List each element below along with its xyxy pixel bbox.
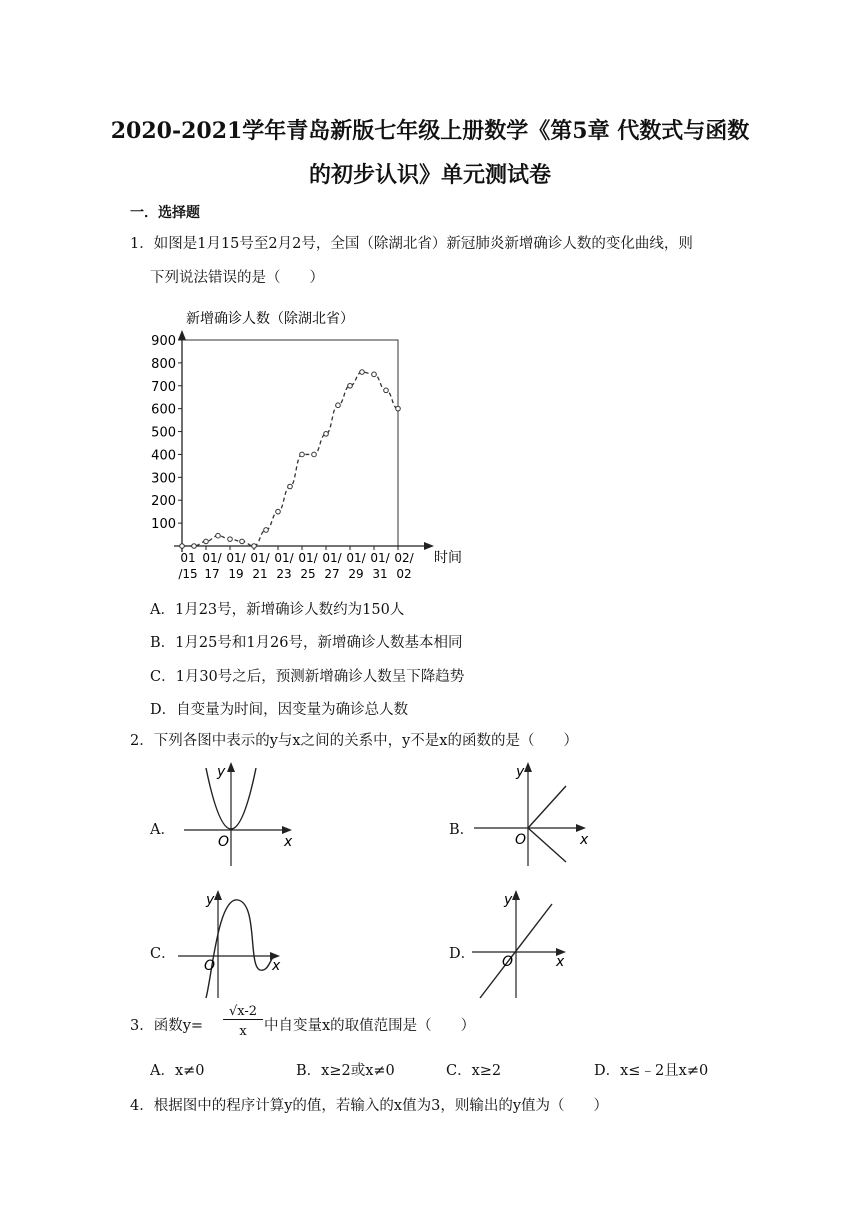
data-point bbox=[192, 544, 197, 549]
q2-option-b-label: B． bbox=[449, 822, 475, 838]
chart-title: 新增确诊人数（除湖北省） bbox=[186, 311, 354, 327]
q2-graph-d bbox=[470, 886, 585, 1001]
section-heading: 一．选择题 bbox=[130, 205, 200, 221]
x-tick-label-top: 01/ bbox=[298, 551, 318, 565]
q3-option-d: D．x≤﹣2且x≠0 bbox=[594, 1063, 709, 1079]
q2-option-d-label: D． bbox=[449, 946, 476, 962]
x-tick-label-bottom: 29 bbox=[348, 567, 364, 581]
x-tick-label-bottom: /15 bbox=[178, 567, 198, 581]
q2-option-a-label: A． bbox=[150, 822, 175, 838]
q2-graph-a bbox=[176, 760, 301, 870]
x-tick-label-bottom: 17 bbox=[204, 567, 220, 581]
data-point bbox=[204, 539, 209, 544]
data-point bbox=[312, 452, 317, 457]
q1-option-b: B．1月25号和1月26号，新增确诊人数基本相同 bbox=[150, 635, 463, 651]
axis-x-label-c: x bbox=[272, 958, 281, 974]
q2-graph-c bbox=[176, 886, 291, 1001]
x-tick-label-top: 01/ bbox=[322, 551, 342, 565]
y-tick-label: 600 bbox=[151, 402, 176, 418]
x-tick-label-top: 01/ bbox=[226, 551, 246, 565]
x-tick-label-top: 01/ bbox=[202, 551, 222, 565]
axis-origin-c: O bbox=[204, 958, 216, 974]
q3-fraction-denominator: x bbox=[239, 1024, 247, 1039]
x-tick-label-bottom: 23 bbox=[276, 567, 292, 581]
data-point bbox=[180, 544, 185, 549]
data-point bbox=[384, 388, 389, 393]
plot-frame bbox=[182, 340, 398, 546]
axis-x-label-b: x bbox=[580, 832, 589, 848]
q3-option-c: C．x≥2 bbox=[446, 1063, 502, 1079]
x-tick-label-top: 01/ bbox=[274, 551, 294, 565]
q3-suffix: 中自变量x的取值范围是（ ） bbox=[264, 1018, 476, 1034]
q1-option-a: A．1月23号，新增确诊人数约为150人 bbox=[150, 602, 405, 618]
data-point bbox=[396, 406, 401, 411]
x-tick-label-bottom: 19 bbox=[228, 567, 244, 581]
y-tick-label: 500 bbox=[151, 425, 176, 441]
x-tick-label-bottom: 31 bbox=[372, 567, 388, 581]
y-tick-label: 800 bbox=[151, 356, 176, 372]
q2-option-c-label: C． bbox=[150, 946, 176, 962]
q4-text: 4．根据图中的程序计算y的值，若输入的x值为3，则输出的y值为（ ） bbox=[130, 1098, 609, 1114]
series-line bbox=[182, 372, 398, 546]
q1-option-c: C．1月30号之后，预测新增确诊人数呈下降趋势 bbox=[150, 669, 465, 685]
y-tick-label: 200 bbox=[151, 494, 176, 510]
q3-option-a: A．x≠0 bbox=[150, 1063, 205, 1079]
axis-origin-a: O bbox=[218, 834, 230, 850]
axis-x-label-d: x bbox=[556, 954, 565, 970]
y-tick-label: 300 bbox=[151, 471, 176, 487]
y-tick-label: 400 bbox=[151, 448, 176, 464]
data-point bbox=[276, 509, 281, 514]
q1-line-chart bbox=[146, 300, 476, 584]
axis-y-label-b: y bbox=[516, 764, 525, 780]
data-point bbox=[300, 452, 305, 457]
y-tick-label: 700 bbox=[151, 379, 176, 395]
data-point bbox=[252, 544, 257, 549]
data-point bbox=[324, 432, 329, 437]
y-tick-label: 900 bbox=[151, 334, 176, 349]
q3-option-b: B．x≥2或x≠0 bbox=[296, 1063, 395, 1079]
x-tick-label-bottom: 21 bbox=[252, 567, 268, 581]
x-tick-label-bottom: 02 bbox=[396, 567, 412, 581]
x-tick-label-bottom: 27 bbox=[324, 567, 340, 581]
axis-origin-d: O bbox=[502, 954, 514, 970]
x-tick-label-bottom: 25 bbox=[300, 567, 316, 581]
axis-x-label-a: x bbox=[284, 834, 293, 850]
x-tick-label-top: 01/ bbox=[370, 551, 390, 565]
x-axis-arrow bbox=[424, 542, 434, 550]
data-point bbox=[372, 372, 377, 377]
x-tick-label-top: 02/ bbox=[394, 551, 414, 565]
axis-y-label-a: y bbox=[217, 764, 226, 780]
axis-y-label-c: y bbox=[206, 892, 215, 908]
data-point bbox=[288, 484, 293, 489]
q3-fraction-numerator: √x-2 bbox=[223, 1004, 263, 1020]
data-point bbox=[240, 539, 245, 544]
document-title-line2: 的初步认识》单元测试卷 bbox=[308, 162, 551, 188]
y-tick-label: 100 bbox=[151, 517, 176, 533]
x-tick-label-top: 01/ bbox=[250, 551, 270, 565]
axis-y-label-d: y bbox=[504, 892, 513, 908]
x-tick-label-top: 01/ bbox=[346, 551, 366, 565]
data-point bbox=[336, 403, 341, 408]
data-point bbox=[216, 533, 221, 538]
axis-origin-b: O bbox=[515, 832, 527, 848]
q3-prefix: 3．函数y= bbox=[130, 1018, 204, 1034]
data-point bbox=[348, 383, 353, 388]
q2-text: 2．下列各图中表示的y与x之间的关系中，y不是x的函数的是（ ） bbox=[130, 733, 578, 749]
x-axis-label: 时间 bbox=[434, 550, 462, 566]
q1-text-line2: 下列说法错误的是（ ） bbox=[150, 270, 324, 286]
x-tick-label-top: 01 bbox=[180, 551, 196, 565]
data-point bbox=[264, 528, 269, 533]
data-point bbox=[360, 370, 365, 375]
y-axis-arrow bbox=[178, 330, 186, 340]
data-point bbox=[228, 537, 233, 542]
q2-graph-b bbox=[470, 760, 595, 870]
q1-option-d: D．自变量为时间，因变量为确诊总人数 bbox=[150, 702, 409, 718]
document-title-line1: 2020-2021学年青岛新版七年级上册数学《第5章 代数式与函数 bbox=[110, 118, 750, 144]
q1-text-line1: 1．如图是1月15号至2月2号，全国（除湖北省）新冠肺炎新增确诊人数的变化曲线，则 bbox=[130, 236, 693, 252]
